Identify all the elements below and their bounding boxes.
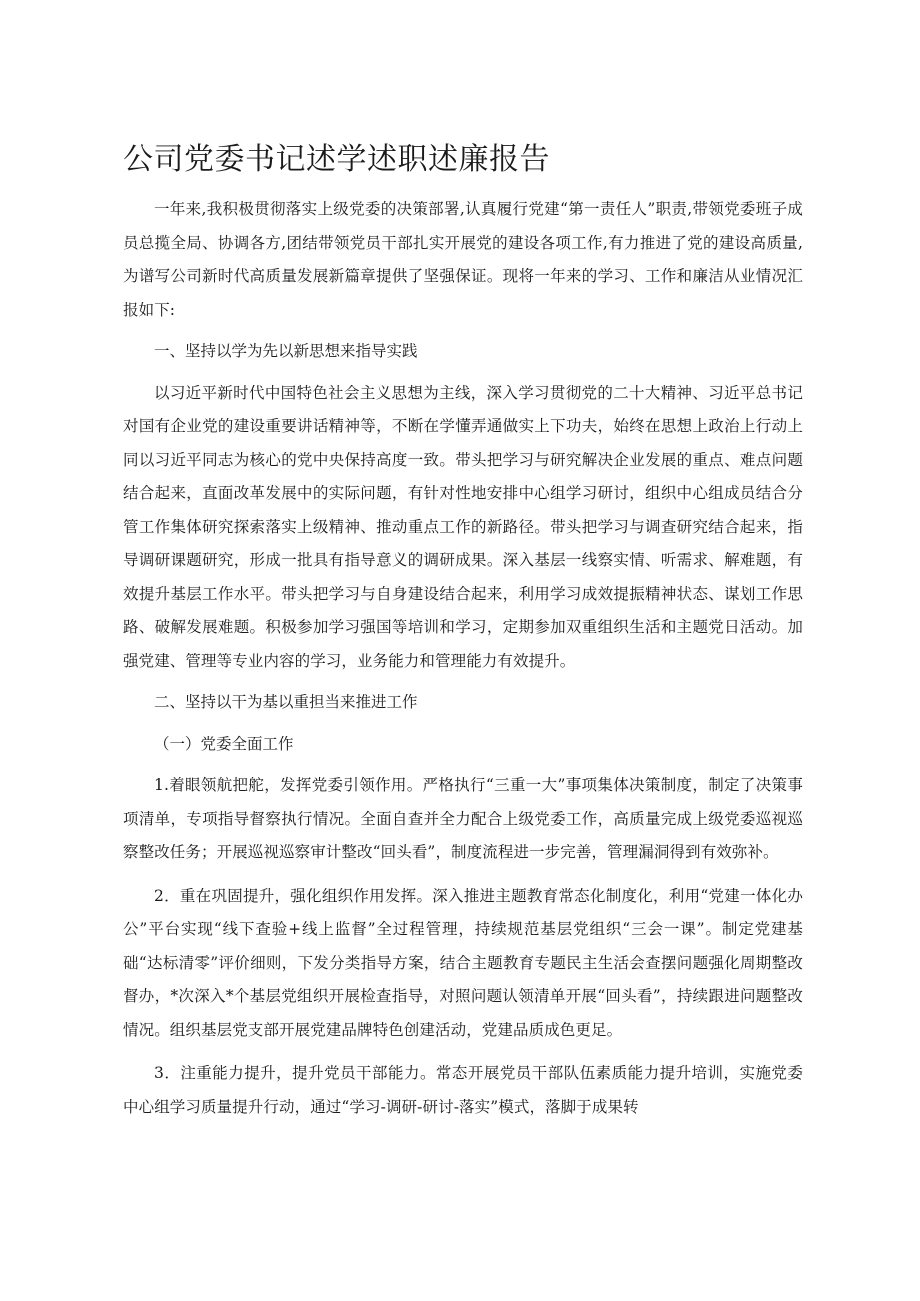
section-1-heading: 一、坚持以学为先以新思想来指导实践 <box>154 342 418 360</box>
document-body <box>123 193 803 1132</box>
section-1-paragraph: 以习近平新时代中国特色社会主义思想为主线，深入学习贯彻党的二十大精神、习近平总书记对国有企业党的建设重要讲话精神等，不断在学懂弄通做实上下功夫，始终在思想上政治上行动上同以习近平同志为核心的党中央保持高度一致。带头把学习与研究解决企业发展的重点、难点问题结合起来，直面改革发展中的实际问题，有针对性地安排中心组学习研讨，组织中心组成员结合分管工作集体研究探索落实上级精神、推动重点工作的新路径。带头把学习与调查研究结合起来，指导调研课题研究，形成一批具有指导意义的调研成果。深入基层一线察实情、听需求、解难题，有效提升基层工作水平。带头把学习与自身建设结合起来，利用学习成效提振精神状态、谋划工作思路、破解发展难题。积极参加学习强国等培训和学习，定期参加双重组织生活和主题党日活动。加强党建、管理等专业内容的学习，业务能力和管理能力有效提升。 <box>123 383 803 670</box>
section-2-heading: 二、坚持以干为基以重担当来推进工作 <box>154 693 418 711</box>
section-2-subheading: （一）党委全面工作 <box>154 734 294 753</box>
document-title: 公司党委书记述学述职述廉报告 <box>123 142 550 177</box>
intro-paragraph: 一年来,我积极贯彻落实上级党委的决策部署,认真履行党建“第一责任人”职责,带领党委班子成员总揽全局、协调各方,团结带领党员干部扎实开展党的建设各项工作,有力推进了党的建设高质量,为谱写公司新时代高质量发展新篇章提供了坚强保证。现将一年来的学习、工作和廉洁从业情况汇报如下: <box>123 200 803 319</box>
list-item-3: 3．注重能力提升，提升党员干部能力。常态开展党员干部队伍素质能力提升培训，实施党委中心组学习质量提升行动，通过“学习-调研-研讨-落实”模式，落脚于成果转 <box>123 1064 803 1116</box>
list-item-1: 1.着眼领航把舵，发挥党委引领作用。严格执行“三重一大”事项集体决策制度，制定了决策事项清单，专项指导督察执行情况。全面自查并全力配合上级党委工作，高质量完成上级党委巡视巡察整改任务；开展巡视巡察审计整改“回头看”，制度流程进一步完善，管理漏洞得到有效弥补。 <box>123 776 803 861</box>
list-item-2: 2．重在巩固提升，强化组织作用发挥。深入推进主题教育常态化制度化，利用“党建一体化办公”平台实现“线下查验+线上监督”全过程管理，持续规范基层党组织“三会一课”。制定党建基础“达标清零”评价细则，下发分类指导方案，结合主题教育专题民主生活会查摆问题强化周期整改督办，*次深入*个基层党组织开展检查指导，对照问题认领清单开展“回头看”，持续跟进问题整改情况。组织基层党支部开展党建品牌特色创建活动，党建品质成色更足。 <box>123 886 803 1039</box>
